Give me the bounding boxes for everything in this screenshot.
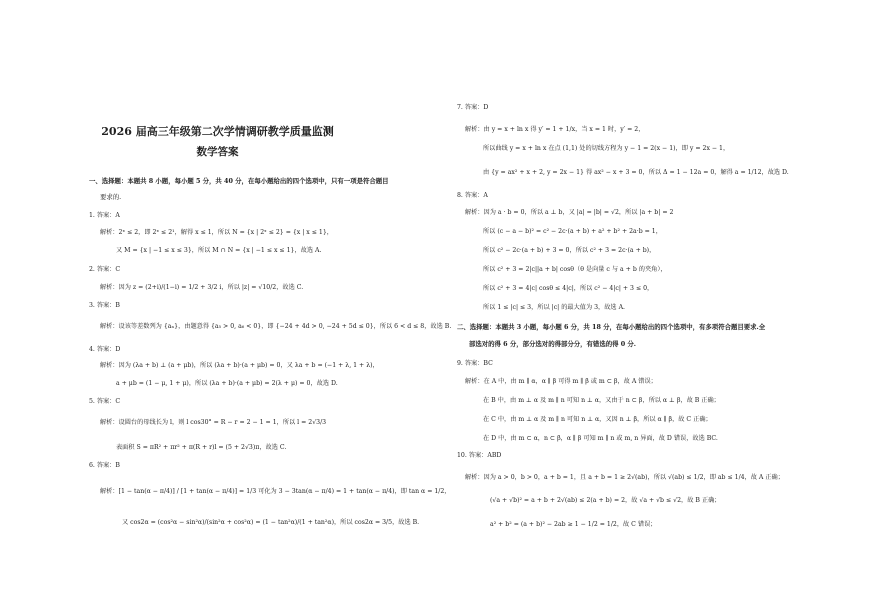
item6-answer: 6. 答案：B <box>89 462 120 469</box>
item9-line1: 解析：在 A 中，由 m ∥ α，α ∥ β 可得 m ∥ β 或 m ⊂ β，故 A 错误； <box>465 378 657 385</box>
item9-line2: 在 B 中，由 m ⊥ α 及 m ∥ n 可知 n ⊥ α，又由于 n ⊂ β，所以 α ⊥ β，故 B 正确； <box>483 397 720 404</box>
item10-line1: 解析：因为 a > 0，b > 0，a + b = 1，且 a + b = 1 ≥ 2√(ab)，所以 √(ab) ≤ 1/2，即 ab ≤ 1/4，故 A 正确； <box>465 474 784 481</box>
item3-line1: 解析：设该等差数列为 {aₙ}，由题意得 {a₅ > 0, a₆ < 0}，即 {−24 + 4d > 0, −24 + 5d ≤ 0}，所以 6 < d ≤ 8，故选 B. <box>100 323 452 330</box>
item8-line6: 所以 1 ≤ |c| ≤ 3，所以 |c| 的最大值为 3，故选 A. <box>483 304 626 311</box>
section2-heading: 二、选择题：本题共 3 小题，每小题 6 分，共 18 分，在每小题给出的四个选项中，有多项符合题目要求.全 <box>457 323 766 331</box>
item5-line1: 解析：设圆台的母线长为 l，则 l cos30° = R − r = 2 − 1 = 1，所以 l = 2√3/3 <box>100 419 327 426</box>
item7-line3: 由 {y = ax² + x + 2, y = 2x − 1} 得 ax² − x + 3 = 0，所以 Δ = 1 − 12a = 0，解得 a = 1/12，故选 D. <box>483 169 789 176</box>
item8-answer: 8. 答案：A <box>457 192 488 199</box>
item4-line2: a + μb = (1 − μ, 1 + μ)，所以 (λa + b)·(a + μb) = 2(λ + μ) = 0，故选 D. <box>116 380 338 387</box>
page-title: 2026 届高三年级第二次学情调研教学质量监测 <box>101 125 334 138</box>
item8-line4: 所以 c² + 3 = 2|c||a + b| cosθ（θ 是向量 c 与 a + b 的夹角）， <box>483 266 667 273</box>
item5-answer: 5. 答案：C <box>89 398 121 405</box>
item9-line4: 在 D 中，由 m ⊂ α，n ⊂ β，α ∥ β 可知 m ∥ n 或 m, n 异面，故 D 错误，故选 BC. <box>483 435 718 442</box>
item8-line3: 所以 c² − 2c·(a + b) + 3 = 0，所以 c² + 3 = 2c·(a + b)， <box>483 247 656 254</box>
item3-answer: 3. 答案：B <box>89 302 120 309</box>
item8-line5: 所以 c² + 3 = 4|c| cosθ ≤ 4|c|，所以 c² − 4|c| + 3 ≤ 0， <box>483 285 654 292</box>
item5-line2: 表面积 S = πR² + πr² + π(R + r)l = (5 + 2√3)π，故选 C. <box>116 444 287 451</box>
page-subtitle: 数学答案 <box>196 146 239 158</box>
item7-line2: 所以曲线 y = x + ln x 在点 (1,1) 处的切线方程为 y − 1 = 2(x − 1)，即 y = 2x − 1， <box>483 145 730 152</box>
section1-heading: 一、选择题：本题共 8 小题，每小题 5 分，共 40 分，在每小题给出的四个选项中，只有一项是符合题目 <box>89 177 389 185</box>
item1-line1: 解析：2ˣ ≤ 2，即 2ˣ ≤ 2¹，解得 x ≤ 1，所以 N = {x | 2ˣ ≤ 2} = {x | x ≤ 1}， <box>100 229 333 236</box>
section2-heading-cont: 部选对的得 6 分，部分选对的得部分分，有错选的得 0 分. <box>469 340 637 348</box>
item8-line1: 解析：因为 a · b = 0，所以 a ⊥ b，又 |a| = |b| = √2，所以 |a + b| = 2 <box>465 209 674 216</box>
section1-heading-cont: 要求的. <box>100 193 122 201</box>
item6-line1: 解析：[1 − tan(α − π/4)] / [1 + tan(α − π/4)] = 1/3 可化为 3 − 3tan(α − π/4) = 1 + tan(α − π/4)，即 tan α = 1/2， <box>100 488 451 495</box>
item2-line1: 解析：因为 z = (2+i)/(1−i) = 1/2 + 3/2 i，所以 |z| = √10/2，故选 C. <box>100 284 304 291</box>
item7-answer: 7. 答案：D <box>457 104 489 111</box>
item9-answer: 9. 答案：BC <box>457 360 493 367</box>
item1-answer: 1. 答案：A <box>89 212 120 219</box>
item8-line2: 所以 (c − a − b)² = c² − 2c·(a + b) + a² + b² + 2a·b = 1， <box>483 228 662 235</box>
item10-line2: (√a + √b)² = a + b + 2√(ab) ≤ 2(a + b) = 2，故 √a + √b ≤ √2，故 B 正确； <box>490 497 721 504</box>
item4-line1: 解析：因为 (λa + b) ⊥ (a + μb)，所以 (λa + b)·(a + μb) = 0，又 λa + b = (−1 + λ, 1 + λ)， <box>100 362 379 369</box>
item7-line1: 解析：由 y = x + ln x 得 y′ = 1 + 1/x，当 x = 1 时，y′ = 2， <box>465 126 645 133</box>
item10-line3: a² + b² = (a + b)² − 2ab ≥ 1 − 1/2 = 1/2，故 C 错误； <box>490 521 657 528</box>
item10-answer: 10. 答案：ABD <box>457 452 502 459</box>
item4-answer: 4. 答案：D <box>89 346 121 353</box>
item2-answer: 2. 答案：C <box>89 266 121 273</box>
item9-line3: 在 C 中，由 m ⊥ α 及 m ∥ n 可知 n ⊥ α，又因 n ⊥ β，所以 α ∥ β，故 C 正确； <box>483 416 712 423</box>
item1-line2: 又 M = {x | −1 ≤ x ≤ 3}，所以 M ∩ N = {x | −1 ≤ x ≤ 1}，故选 A. <box>116 247 322 254</box>
item6-line2: 又 cos2α = (cos²α − sin²α)/(sin²α + cos²α) = (1 − tan²α)/(1 + tan²α)，所以 cos2α = 3/5，故选 B. <box>122 519 420 526</box>
